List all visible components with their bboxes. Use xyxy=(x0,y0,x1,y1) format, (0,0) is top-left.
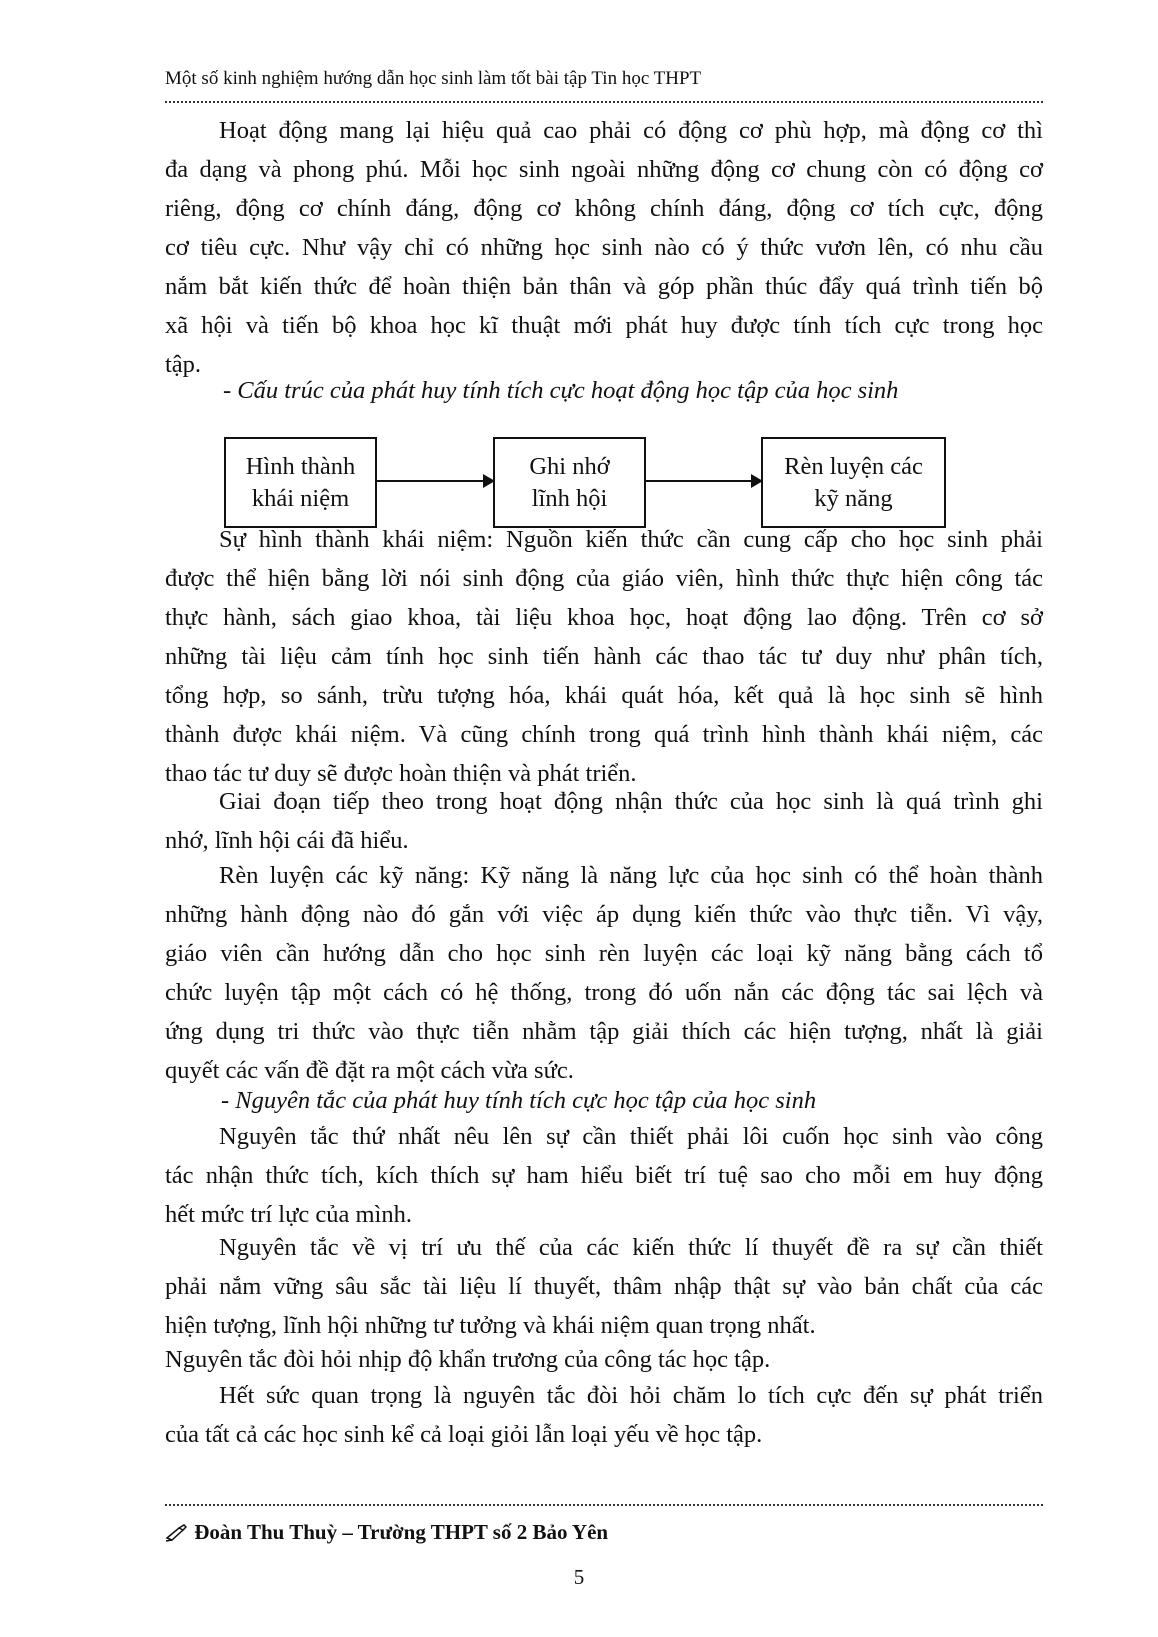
text-line: Nguyên tắc đòi hỏi nhịp độ khẩn trương của công tác học tập. xyxy=(165,1346,771,1373)
text-line: thao tác tư duy sẽ được hoàn thiện và phát triển. xyxy=(165,760,637,787)
box-label-line: kỹ năng xyxy=(814,484,893,512)
text-line: tập. xyxy=(165,351,202,378)
text-line: xã hội và tiến bộ khoa học kĩ thuật mới phát huy được tính tích cực trong học xyxy=(165,312,1043,339)
header-divider xyxy=(165,101,1043,103)
text-line: những hành động nào đó gắn với việc áp dụng kiến thức vào thực tiễn. Vì vậy, xyxy=(165,901,1043,928)
text-line: Giai đoạn tiếp theo trong hoạt động nhận thức của học sinh là quá trình ghi xyxy=(219,788,1043,815)
diagram-arrow xyxy=(377,480,493,482)
text-line: - Cấu trúc của phát huy tính tích cực hoạt động học tập của học sinh xyxy=(223,377,899,404)
page-footer xyxy=(165,1520,608,1548)
paragraph-skills xyxy=(165,856,1043,1090)
running-header: Một số kinh nghiệm hướng dẫn học sinh làm tốt bài tập Tin học THPT xyxy=(165,68,702,89)
text-line: chức luyện tập một cách có hệ thống, trong đó uốn nắn các động tác sai lệch và xyxy=(165,979,1043,1006)
text-line: đa dạng và phong phú. Mỗi học sinh ngoài những động cơ chung còn có động cơ xyxy=(165,156,1043,183)
text-line: những tài liệu cảm tính học sinh tiến hành các thao tác tư duy như phân tích, xyxy=(165,643,1043,670)
text-line: quyết các vấn đề đặt ra một cách vừa sức. xyxy=(165,1057,574,1084)
text-line: thành được khái niệm. Và cũng chính trong quá trình hình thành khái niệm, các xyxy=(165,721,1043,748)
text-line: giáo viên cần hướng dẫn cho học sinh rèn luyện các loại kỹ năng bằng cách tổ xyxy=(165,940,1043,967)
box-label-line: Rèn luyện các xyxy=(784,452,923,480)
paragraph-motivation xyxy=(165,111,1043,384)
text-line: của tất cả các học sinh kể cả loại giỏi lẫn loại yếu về học tập. xyxy=(165,1421,763,1448)
diagram-box-skills xyxy=(761,437,946,528)
text-line: Rèn luyện các kỹ năng: Kỹ năng là năng lực của học sinh có thể hoàn thành xyxy=(219,862,1043,889)
text-line: - Nguyên tắc của phát huy tính tích cực học tập của học sinh xyxy=(221,1087,817,1114)
page-number: 5 xyxy=(573,1565,585,1589)
text-line: ứng dụng tri thức vào thực tiễn nhằm tập giải thích các hiện tượng, nhất là giải xyxy=(165,1018,1043,1045)
text-line: Hết sức quan trọng là nguyên tắc đòi hỏi chăm lo tích cực đến sự phát triển xyxy=(219,1382,1043,1409)
section-heading-principles xyxy=(165,1081,1043,1120)
box-label-line: Hình thành xyxy=(245,452,356,480)
footer-author: Đoàn Thu Thuỳ – Trường THPT số 2 Bảo Yên xyxy=(194,1520,609,1544)
text-line: tổng hợp, so sánh, trừu tượng hóa, khái quát hóa, kết quả là học sinh sẽ hình xyxy=(165,682,1043,709)
paragraph-memorization xyxy=(165,782,1043,860)
text-line: được thể hiện bằng lời nói sinh động của giáo viên, hình thức thực hiện công tác xyxy=(165,565,1043,592)
paragraph-principle-1 xyxy=(165,1117,1043,1234)
paragraph-principle-2 xyxy=(165,1228,1043,1345)
paragraph-principle-3 xyxy=(165,1340,1043,1379)
text-line: hết mức trí lực của mình. xyxy=(165,1201,412,1228)
text-line: cơ tiêu cực. Như vậy chỉ có những học sinh nào có ý thức vươn lên, có nhu cầu xyxy=(165,234,1043,261)
text-line: tác nhận thức tích, kích thích sự ham hiểu biết trí tuệ sao cho mỗi em huy động xyxy=(165,1162,1043,1189)
diagram-arrow xyxy=(646,480,761,482)
footer-divider xyxy=(165,1504,1043,1506)
text-line: thực hành, sách giao khoa, tài liệu khoa học, hoạt động lao động. Trên cơ sở xyxy=(165,604,1043,631)
text-line: phải nắm vững sâu sắc tài liệu lí thuyết, thâm nhập thật sự vào bản chất của các xyxy=(165,1273,1043,1300)
box-label-line: khái niệm xyxy=(251,484,350,512)
box-label-line: Ghi nhớ xyxy=(529,452,610,480)
text-line: riêng, động cơ chính đáng, động cơ không chính đáng, động cơ tích cực, động xyxy=(165,195,1043,222)
text-line: hiện tượng, lĩnh hội những tư tưởng và khái niệm quan trọng nhất. xyxy=(165,1312,816,1339)
text-line: Nguyên tắc về vị trí ưu thế của các kiến thức lí thuyết đề ra sự cần thiết xyxy=(219,1234,1043,1261)
text-line: Hoạt động mang lại hiệu quả cao phải có động cơ phù hợp, mà động cơ thì xyxy=(219,117,1043,144)
paragraph-concept-formation xyxy=(165,520,1043,793)
text-line: Sự hình thành khái niệm: Nguồn kiến thức cần cung cấp cho học sinh phải xyxy=(219,526,1043,553)
text-line: Nguyên tắc thứ nhất nêu lên sự cần thiết phải lôi cuốn học sinh vào công xyxy=(219,1123,1043,1150)
box-label-line: lĩnh hội xyxy=(531,484,608,512)
section-heading-structure xyxy=(165,371,1043,410)
paragraph-principle-4 xyxy=(165,1376,1043,1454)
diagram-box-concept xyxy=(224,437,377,528)
text-line: nhớ, lĩnh hội cái đã hiểu. xyxy=(165,827,409,854)
text-line: nắm bắt kiến thức để hoàn thiện bản thân và góp phần thúc đẩy quá trình tiến bộ xyxy=(165,273,1043,300)
writing-hand-icon xyxy=(165,1523,189,1548)
diagram-box-memory xyxy=(493,437,646,528)
